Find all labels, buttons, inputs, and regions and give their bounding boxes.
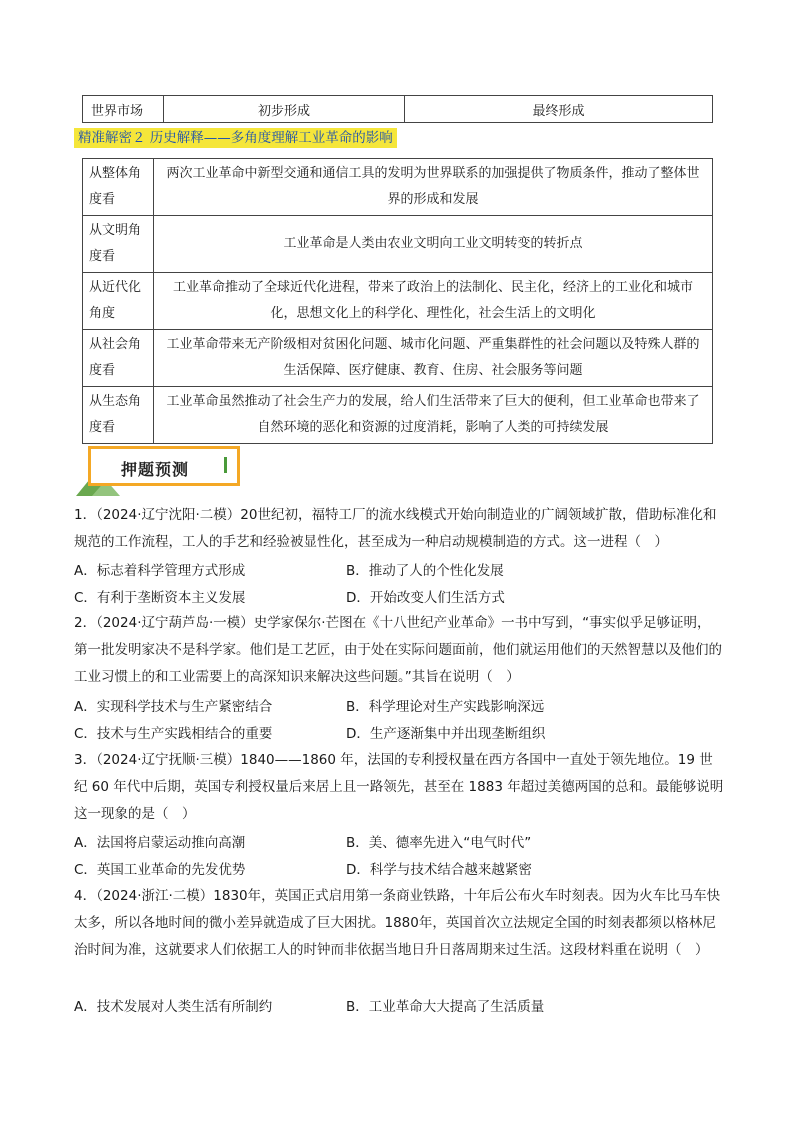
option[interactable]: D．开始改变人们生活方式 <box>346 590 505 606</box>
section-title: 精准解密２ 历史解释——多角度理解工业革命的影响 <box>74 128 397 148</box>
option[interactable]: C．有利于垄断资本主义发展 <box>74 590 246 606</box>
option[interactable]: A．实现科学技术与生产紧密结合 <box>74 699 273 715</box>
bar-icon <box>224 457 227 473</box>
table-cell: 初步形成 <box>164 96 405 123</box>
row-key: 从生态角度看 <box>83 387 154 444</box>
option[interactable]: C．技术与生产实践相结合的重要 <box>74 726 273 742</box>
table-row <box>83 216 713 273</box>
option[interactable]: D．生产逐渐集中并出现垄断组织 <box>346 726 546 742</box>
row-value: 工业革命推动了全球近代化进程，带来了政治上的法制化、民主化，经济上的工业化和城市化，思想文化上的科学化、理性化，社会生活上的文明化 <box>154 273 713 330</box>
question-stem: 3．（2024·辽宁抚顺·三模）1840——1860 年，法国的专利授权量在西方各国中一直处于领先地位。19 世纪 60 年代中后期，英国专利授权量后来居上且一路领先，甚至在 1883 年超过美德两国的总和。最能够说明这一现象的是（ ） <box>74 752 724 822</box>
option[interactable]: A．法国将启蒙运动推向高潮 <box>74 835 246 851</box>
option[interactable]: B．工业革命大大提高了生活质量 <box>346 999 545 1015</box>
option[interactable]: A．标志着科学管理方式形成 <box>74 563 246 579</box>
question-stem: 4．（2024·浙江·二模）1830年，英国正式启用第一条商业铁路，十年后公布火车时刻表。因为火车比马车快太多，所以各地时间的微小差异就造成了巨大困扰。1880年，英国首次立法规定全国的时刻表都须以格林尼治时间为准，这就要求人们依据工人的时钟而非依据当地日升日落周期来过生活。这段材料重在说明（ ） <box>74 888 721 958</box>
row-key: 从社会角度看 <box>83 330 154 387</box>
row-key: 从文明角度看 <box>83 216 154 273</box>
question-stem: 1．（2024·辽宁沈阳·二模）20世纪初，福特工厂的流水线模式开始向制造业的广阔领域扩散，借助标准化和规范的工作流程，工人的手艺和经验被显性化，甚至成为一种启动规模制造的方式。这一进程（ ） <box>74 507 717 550</box>
table-row <box>83 330 713 387</box>
row-value: 工业革命虽然推动了社会生产力的发展，给人们生活带来了巨大的便利，但工业革命也带来了自然环境的恶化和资源的过度消耗，影响了人类的可持续发展 <box>154 387 713 444</box>
table-row <box>83 159 713 216</box>
option[interactable]: B．美、德率先进入“电气时代” <box>346 835 532 851</box>
row-key: 从整体角度看 <box>83 159 154 216</box>
table-row <box>83 387 713 444</box>
row-value: 工业革命是人类由农业文明向工业文明转变的转折点 <box>154 216 713 273</box>
option[interactable]: B．科学理论对生产实践影响深远 <box>346 699 545 715</box>
impact-table <box>82 158 713 444</box>
row-value: 两次工业革命中新型交通和通信工具的发明为世界联系的加强提供了物质条件，推动了整体世界的形成和发展 <box>154 159 713 216</box>
table-cell: 最终形成 <box>405 96 713 123</box>
world-market-table <box>82 95 713 123</box>
badge-box <box>88 446 240 486</box>
section-badge <box>76 444 248 496</box>
table-row <box>83 273 713 330</box>
table-row <box>83 96 713 123</box>
option[interactable]: B．推动了人的个性化发展 <box>346 563 504 579</box>
option[interactable]: D．科学与技术结合越来越紧密 <box>346 862 532 878</box>
row-value: 工业革命带来无产阶级相对贫困化问题、城市化问题、严重集群性的社会问题以及特殊人群的生活保障、医疗健康、教育、住房、社会服务等问题 <box>154 330 713 387</box>
table-cell: 世界市场 <box>83 96 164 123</box>
option[interactable]: C．英国工业革命的先发优势 <box>74 862 246 878</box>
badge-label: 押题预测 <box>121 460 190 479</box>
row-key: 从近代化角度 <box>83 273 154 330</box>
option[interactable]: A．技术发展对人类生活有所制约 <box>74 999 273 1015</box>
question-stem: 2．（2024·辽宁葫芦岛·一模）史学家保尔·芒图在《十八世纪产业革命》一书中写到，“事实似乎足够证明，第一批发明家决不是科学家。他们是工艺匠，由于处在实际问题面前，他们就运用他们的天然智慧以及他们的工业习惯上的和工业需要上的高深知识来解决这些问题。”其旨在说明（ ） <box>74 615 722 685</box>
